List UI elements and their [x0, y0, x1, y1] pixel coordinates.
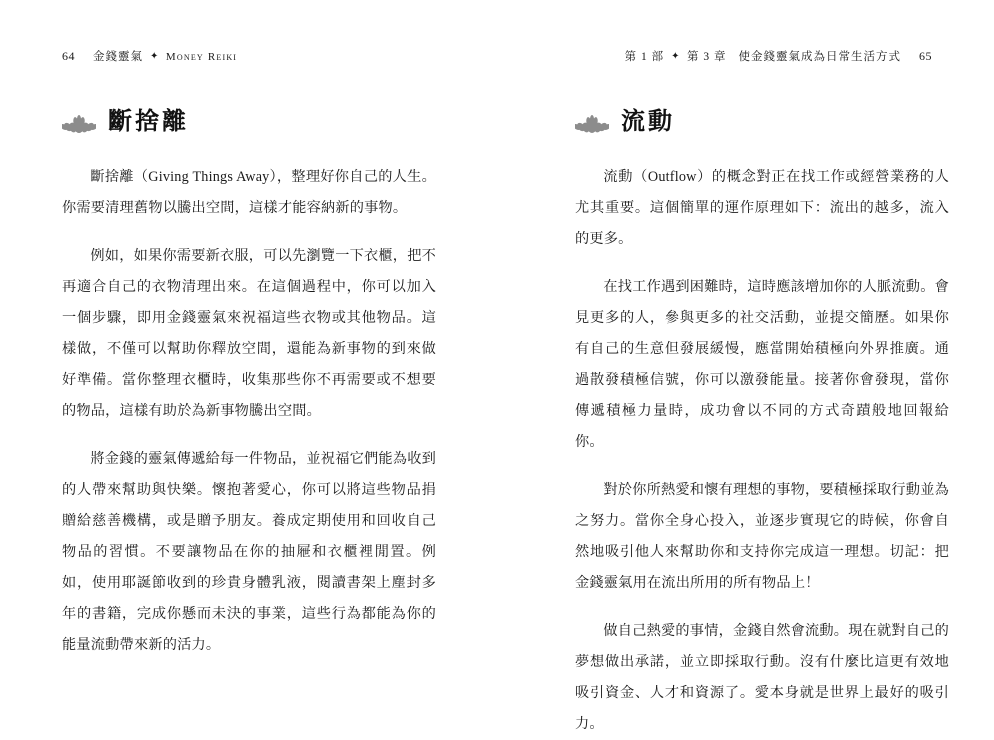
- left-running-head: [62, 48, 237, 64]
- right-page: [497, 0, 994, 732]
- paragraph: 斷捨離（Giving Things Away），整理好你自己的人生。你需要清理舊物以騰出空間，這樣才能容納新的事物。: [62, 169, 436, 216]
- paragraph: 做自己熱愛的事情，金錢自然會流動。現在就對自己的夢想做出承諾，並立即採取行動。沒有什麼比這更有效地吸引資金、人才和資源了。愛本身就是世界上最好的吸引力。: [575, 623, 949, 732]
- left-book-title-en: Money Reiki: [165, 51, 238, 63]
- part-label: 第 1 部: [624, 51, 665, 63]
- paragraph: 將金錢的靈氣傳遞給每一件物品，並祝福它們能為收到的人帶來幫助與快樂。懷抱著愛心，你可以將這些物品捐贈給慈善機構，或是贈予朋友。養成定期使用和回收自己物品的習慣。不要讓物品在你的抽屜和衣櫃裡閒置。例如，使用耶誕節收到的珍貴身體乳液，閱讀書架上塵封多年的書籍，完成你懸而未決的事業，這些行為都能為你的能量流動帶來新的活力。: [62, 451, 436, 653]
- chapter-title: 使金錢靈氣成為日常生活方式: [738, 51, 901, 63]
- right-heading-row: [575, 104, 949, 140]
- dingbat-icon: ✦: [150, 51, 159, 62]
- left-book-title-cn: 金錢靈氣: [93, 51, 143, 63]
- left-section-heading: 斷捨離: [108, 109, 189, 135]
- right-running-head: [625, 48, 932, 64]
- left-body-text: [62, 162, 436, 661]
- paragraph: 對於你所熱愛和懷有理想的事物，要積極採取行動並為之努力。當你全身心投入，並逐步實現它的時候，你會自然地吸引他人來幫助你和支持你完成這一理想。切記：把金錢靈氣用在流出所用的所有物品上！: [575, 482, 949, 591]
- right-section-heading: 流動: [621, 109, 675, 135]
- left-page-number: 64: [62, 49, 75, 63]
- right-section: [575, 104, 949, 740]
- paragraph: 在找工作遇到困難時，這時應該增加你的人脈流動。會見更多的人，參與更多的社交活動，並提交簡歷。如果你有自己的生意但發展緩慢，應當開始積極向外界推廣。通過散發積極信號，你可以激發能量。接著你會發現，當你傳遞積極力量時，成功會以不同的方式奇蹟般地回報給你。: [575, 279, 949, 450]
- chapter-label: 第 3 章: [687, 51, 727, 63]
- left-page: [0, 0, 497, 700]
- dingbat-icon: ✦: [671, 51, 680, 62]
- right-page-number: 65: [919, 49, 932, 63]
- left-heading-row: [62, 104, 436, 140]
- lotus-icon: [575, 110, 609, 134]
- lotus-icon: [62, 110, 96, 134]
- paragraph: 流動（Outflow）的概念對正在找工作或經營業務的人尤其重要。這個簡單的運作原理如下：流出的越多，流入的更多。: [575, 169, 949, 247]
- right-body-text: [575, 162, 949, 740]
- paragraph: 例如，如果你需要新衣服，可以先瀏覽一下衣櫃，把不再適合自己的衣物清理出來。在這個過程中，你可以加入一個步驟，即用金錢靈氣來祝福這些衣物或其他物品。這樣做，不僅可以幫助你釋放空間，還能為新事物的到來做好準備。當你整理衣櫃時，收集那些你不再需要或不想要的物品，這樣有助於為新事物騰出空間。: [62, 248, 436, 419]
- left-section: [62, 104, 436, 661]
